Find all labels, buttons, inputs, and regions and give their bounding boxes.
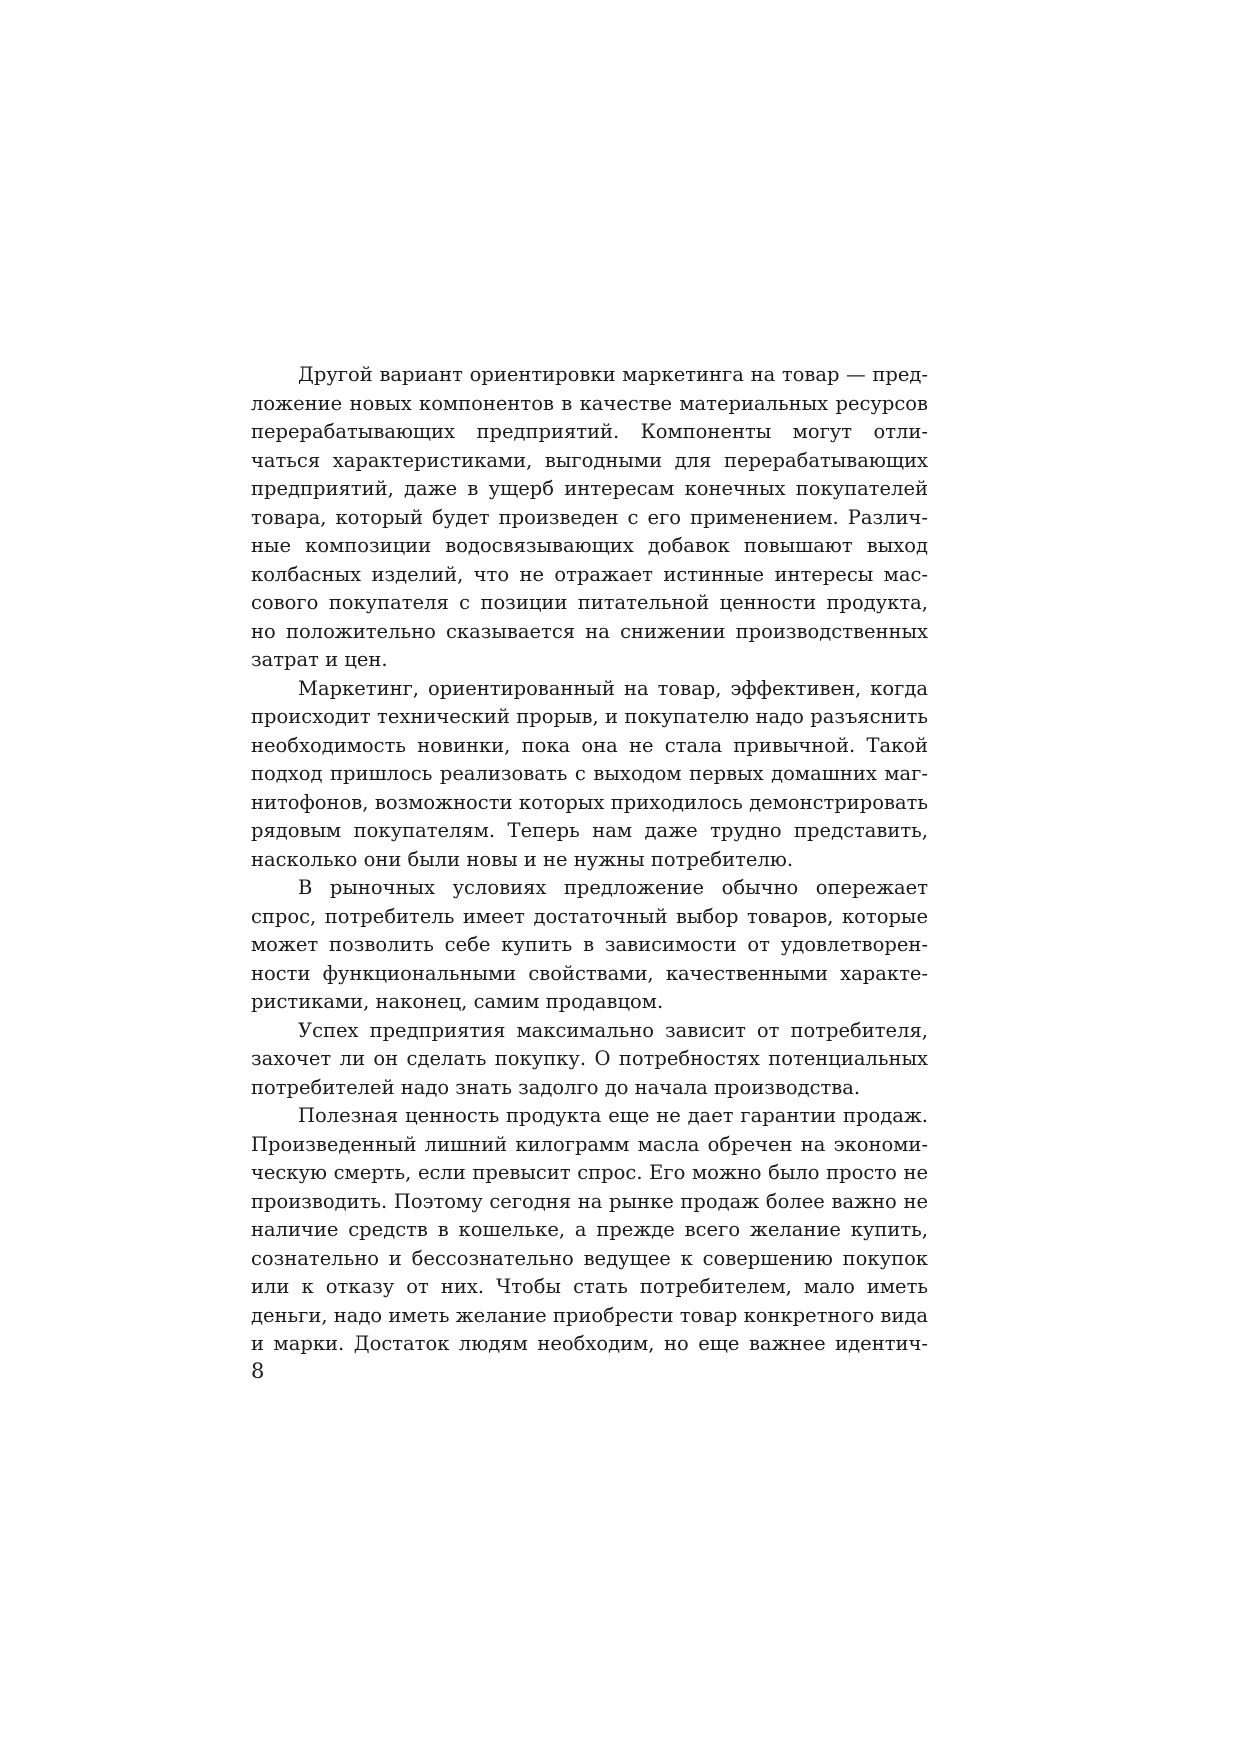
text-line: сового покупателя с позиции питательной ценности продукта, [251,591,928,614]
text-line: Успех предприятия максимально зависит от потребителя, [298,1018,928,1042]
text-line: колбасных изделий, что не отражает истинные интересы мас- [251,562,928,586]
text-line: происходит технический прорыв, и покупателю надо разъяснить [251,705,928,728]
text-line: потребителей надо знать задолго до начала производства. [251,1075,861,1099]
text-line: предприятий, даже в ущерб интересам конечных покупателей [251,477,928,500]
text-line: необходимость новинки, пока она не стала привычной. Такой [251,733,928,757]
paragraph-5 [251,1102,928,1359]
text-line: деньги, надо иметь желание приобрести товар конкретного вида [251,1303,928,1327]
text-line: Полезная ценность продукта еще не дает гарантии продаж. [298,1104,928,1127]
text-line: или к отказу от них. Чтобы стать потребителем, мало иметь [251,1275,928,1298]
paragraph-2 [251,675,928,875]
text-line: рядовым покупателям. Теперь нам даже трудно представить, [251,819,928,842]
text-line: товара, который будет произведен с его применением. Различ- [251,505,928,529]
paragraph-3 [251,874,928,1017]
text-line: В рыночных условиях предложение обычно опережает [298,876,928,899]
text-line: ные композиции водосвязывающих добавок повышают выход [251,534,928,557]
text-line: наличие средств в кошельке, а прежде всего желание купить, [251,1218,928,1241]
text-line: захочет ли он сделать покупку. О потребностях потенциальных [251,1047,928,1070]
page-number: 8 [251,1359,265,1383]
body-text [251,361,928,1359]
text-line: Произведенный лишний килограмм масла обречен на экономи- [251,1132,928,1156]
text-line: насколько они были новы и не нужны потребителю. [251,847,794,871]
text-line: сознательно и бессознательно ведущее к совершению покупок [251,1246,928,1270]
paragraph-1 [251,361,928,675]
text-line: ческую смерть, если превысит спрос. Его можно было просто не [251,1161,928,1184]
text-line: нитофонов, возможности которых приходилось демонстрировать [251,790,928,814]
text-line: затрат и цен. [251,648,388,671]
text-line: перерабатывающих предприятий. Компоненты могут отли- [251,420,928,443]
text-line: Другой вариант ориентировки маркетинга на товар — пред- [298,363,928,386]
text-line: но положительно сказывается на снижении производственных [251,619,928,643]
text-line: и марки. Достаток людям необходим, но еще важнее идентич- [251,1332,928,1355]
text-line: производить. Поэтому сегодня на рынке продаж более важно не [251,1189,928,1213]
text-line: подход пришлось реализовать с выходом первых домашних маг- [251,762,928,785]
text-line: ности функциональными свойствами, качественными характе- [251,961,928,985]
text-line: ложение новых компонентов в качестве материальных ресурсов [251,391,928,415]
paragraph-4 [251,1017,928,1103]
text-line: ристиками, наконец, самим продавцом. [251,990,664,1013]
text-line: Маркетинг, ориентированный на товар, эффективен, когда [298,676,928,700]
text-line: чаться характеристиками, выгодными для перерабатывающих [251,448,928,472]
text-line: спрос, потребитель имеет достаточный выбор товаров, которые [251,904,928,928]
text-line: может позволить себе купить в зависимости от удовлетворен- [251,933,928,956]
